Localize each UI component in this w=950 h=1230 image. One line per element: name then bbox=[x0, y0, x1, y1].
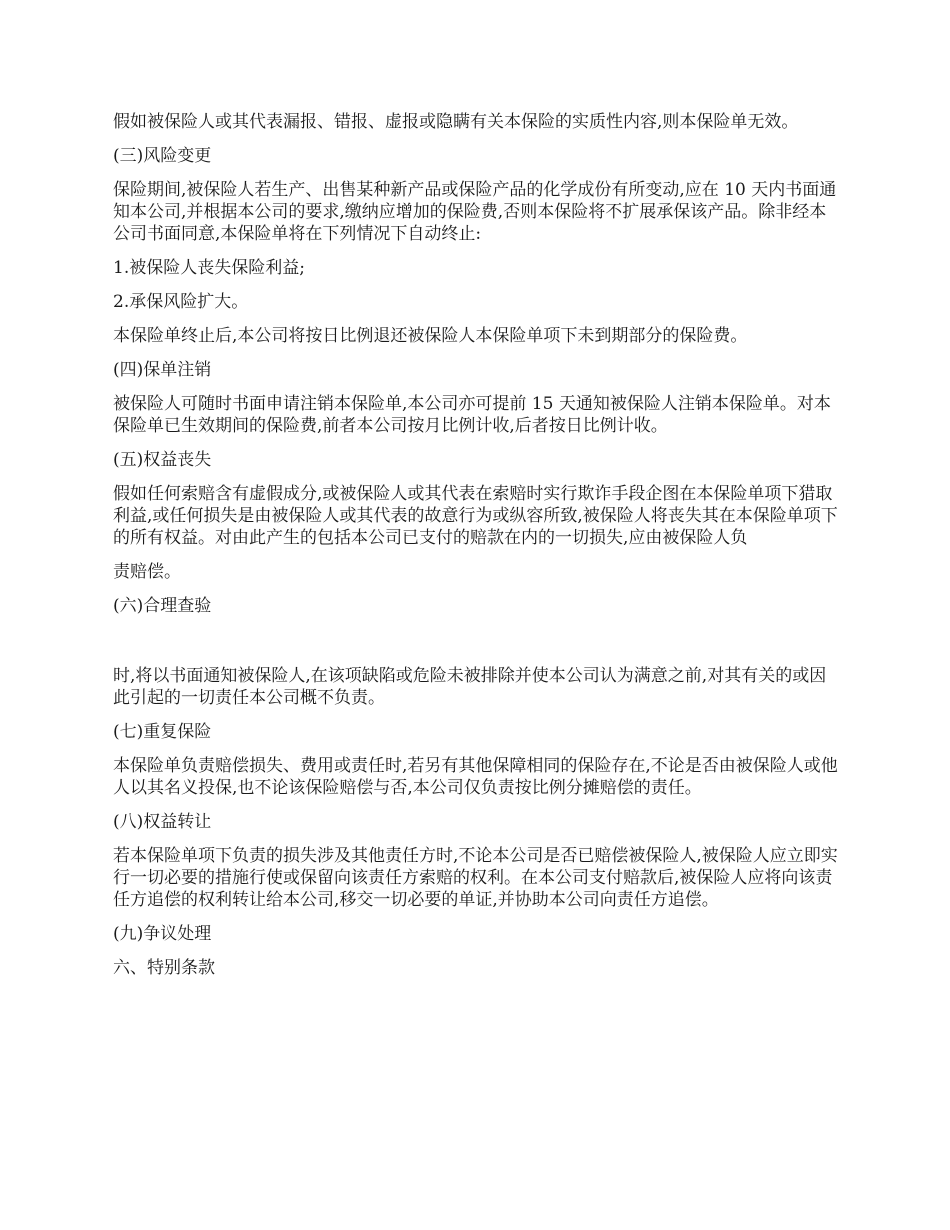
paragraph-duplicate-insurance: 本保险单负责赔偿损失、费用或责任时,若另有其他保障相同的保险存在,不论是否由被保险人或他人以其名义投保,也不论该保险赔偿与否,本公司仅负责按比例分摊赔偿的责任。 bbox=[113, 756, 838, 798]
heading-risk-change: (三)风险变更 bbox=[113, 146, 212, 166]
heading-inspection: (六)合理查验 bbox=[113, 596, 212, 616]
paragraph-misrepresentation: 假如被保险人或其代表漏报、错报、虚报或隐瞒有关本保险的实质性内容,则本保险单无效。 bbox=[113, 112, 799, 132]
paragraph-forfeiture: 假如任何索赔含有虚假成分,或被保险人或其代表在索赔时实行欺诈手段企图在本保险单项下猎取利益,或任何损失是由被保险人或其代表的故意行为或纵容所致,被保险人将丧失其在本保险单项下的所有权益。对由此产生的包括本公司已支付的赔款在内的一切损失,应由被保险人负 bbox=[113, 484, 838, 548]
heading-forfeiture: (五)权益丧失 bbox=[113, 450, 212, 470]
paragraph-subrogation: 若本保险单项下负责的损失涉及其他责任方时,不论本公司是否已赔偿被保险人,被保险人应立即实行一切必要的措施行使或保留向该责任方索赔的权利。在本公司支付赔款后,被保险人应将向该责任方追偿的权利转让给本公司,移交一切必要的单证,并协助本公司向责任方追偿。 bbox=[113, 846, 838, 910]
heading-special-terms: 六、特别条款 bbox=[113, 958, 215, 978]
heading-duplicate-insurance: (七)重复保险 bbox=[113, 722, 212, 742]
paragraph-refund: 本保险单终止后,本公司将按日比例退还被保险人本保险单项下未到期部分的保险费。 bbox=[113, 326, 748, 346]
list-item-insurable-interest: 1.被保险人丧失保险利益; bbox=[113, 258, 305, 278]
heading-dispute: (九)争议处理 bbox=[113, 924, 212, 944]
heading-cancellation: (四)保单注销 bbox=[113, 360, 212, 380]
document-body bbox=[113, 111, 839, 991]
blank-space bbox=[113, 629, 839, 665]
paragraph-cancellation: 被保险人可随时书面申请注销本保险单,本公司亦可提前 15 天通知被保险人注销本保险单。对本保险单已生效期间的保险费,前者本公司按月比例计收,后者按日比例计收。 bbox=[113, 394, 831, 436]
paragraph-risk-change: 保险期间,被保险人若生产、出售某种新产品或保险产品的化学成份有所变动,应在 10 天内书面通知本公司,并根据本公司的要求,缴纳应增加的保险费,否则本保险将不扩展承保该产品。除非经本公司书面同意,本保险单将在下列情况下自动终止: bbox=[113, 180, 837, 244]
list-item-risk-expansion: 2.承保风险扩大。 bbox=[113, 292, 249, 312]
paragraph-inspection: 时,将以书面通知被保险人,在该项缺陷或危险未被排除并使本公司认为满意之前,对其有关的或因此引起的一切责任本公司概不负责。 bbox=[113, 666, 827, 708]
paragraph-forfeiture-continued: 责赔偿。 bbox=[113, 562, 181, 582]
heading-subrogation: (八)权益转让 bbox=[113, 812, 212, 832]
